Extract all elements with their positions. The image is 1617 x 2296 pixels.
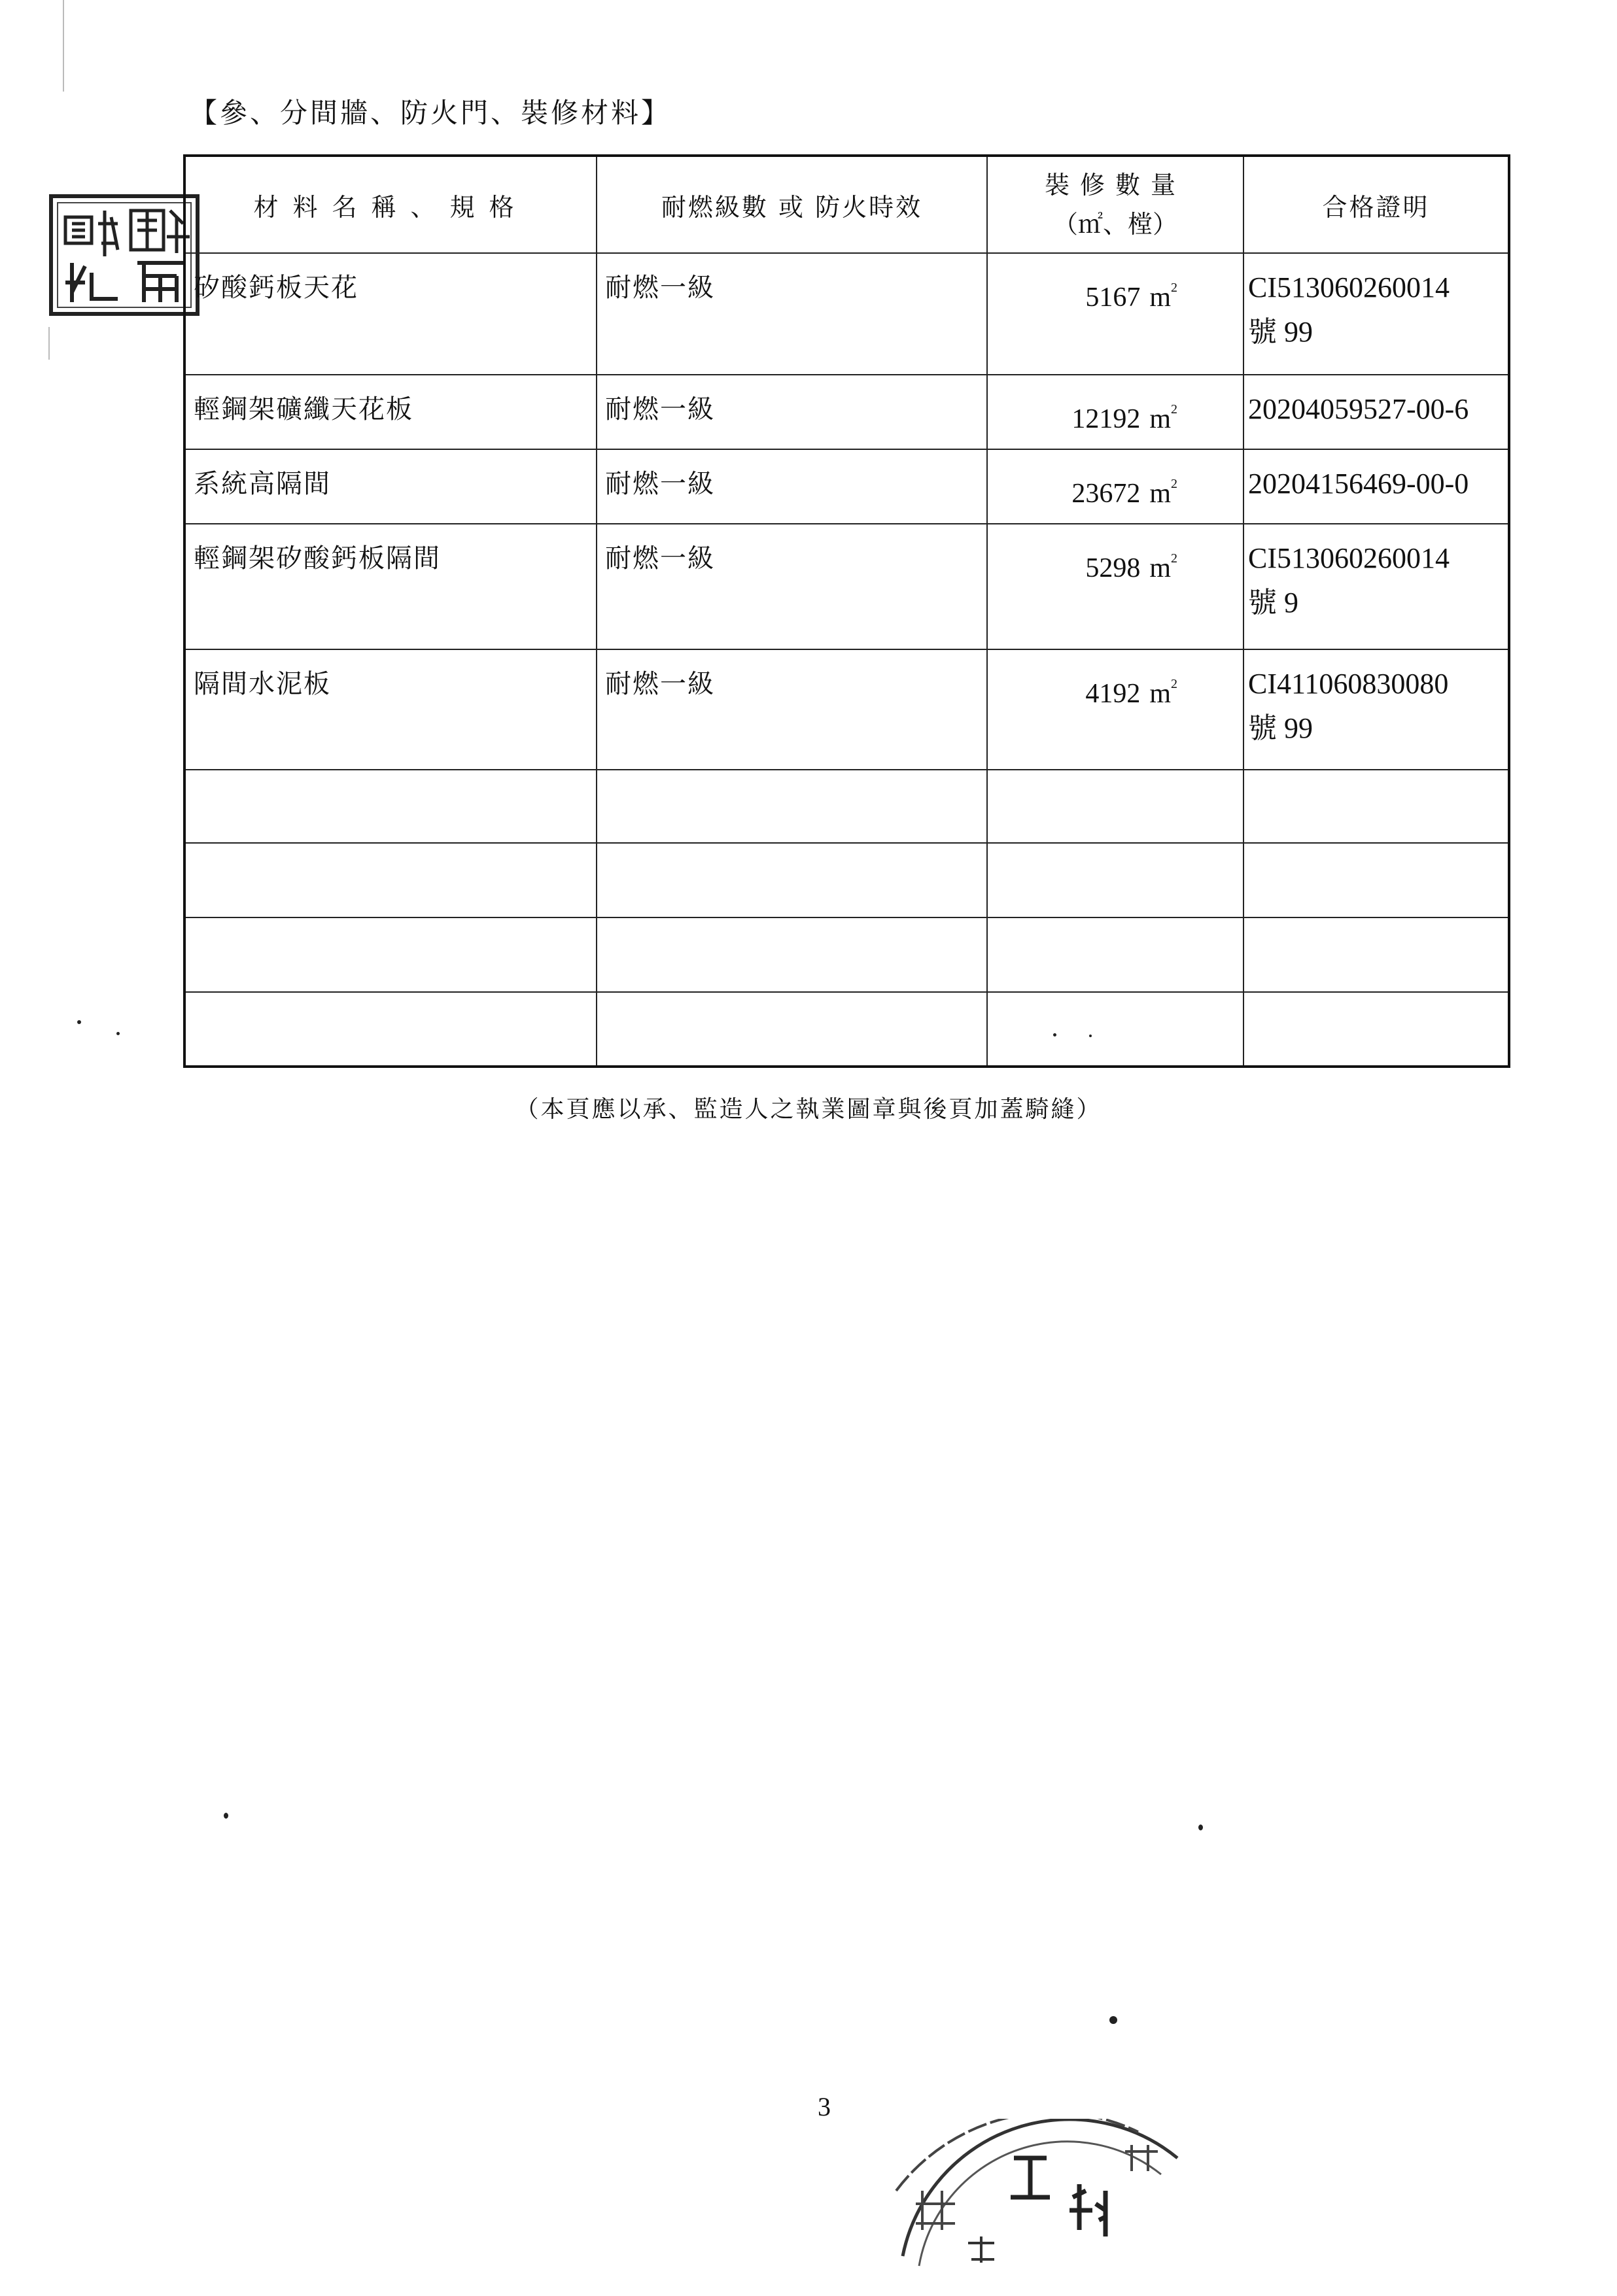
cell-material-name: 輕鋼架矽酸鈣板隔間 xyxy=(184,524,597,649)
scan-artifact-line xyxy=(48,327,50,360)
cell-quantity: 23672 $m^2$ xyxy=(987,449,1243,524)
table-row xyxy=(184,992,1509,1067)
cell-fire-rating: 耐燃一級 xyxy=(597,253,987,375)
cell-material-name xyxy=(184,992,597,1067)
table-row xyxy=(184,253,1509,375)
scan-speck xyxy=(116,1032,120,1035)
scan-speck xyxy=(1198,1825,1203,1830)
table-row xyxy=(184,770,1509,843)
scan-artifact-line xyxy=(63,0,64,92)
scan-speck xyxy=(1109,2016,1117,2024)
table-row xyxy=(184,524,1509,649)
cell-fire-rating xyxy=(597,843,987,917)
scan-speck xyxy=(77,1020,81,1024)
materials-table xyxy=(183,154,1510,1068)
cell-certificate xyxy=(1243,770,1509,843)
header-quantity: 裝修數量 （㎡、樘） xyxy=(987,156,1243,253)
cell-certificate: CI411060830080 號 99 xyxy=(1243,649,1509,770)
table-row xyxy=(184,449,1509,524)
cell-certificate: 20204059527-00-6 xyxy=(1243,375,1509,449)
scan-speck xyxy=(1089,1035,1092,1037)
cell-material-name: 隔間水泥板 xyxy=(184,649,597,770)
cell-fire-rating: 耐燃一級 xyxy=(597,649,987,770)
cell-fire-rating: 耐燃一級 xyxy=(597,524,987,649)
cell-fire-rating: 耐燃一級 xyxy=(597,375,987,449)
cell-material-name: 矽酸鈣板天花 xyxy=(184,253,597,375)
cell-certificate xyxy=(1243,843,1509,917)
cell-material-name: 輕鋼架礦纖天花板 xyxy=(184,375,597,449)
header-certificate: 合格證明 xyxy=(1243,156,1509,253)
cell-fire-rating: 耐燃一級 xyxy=(597,449,987,524)
cell-quantity xyxy=(987,770,1243,843)
cell-quantity xyxy=(987,917,1243,992)
scan-speck xyxy=(1053,1033,1056,1037)
section-title: 【參、分間牆、防火門、裝修材料】 xyxy=(190,97,672,129)
cell-fire-rating xyxy=(597,770,987,843)
seal-stamp-left xyxy=(46,191,203,322)
cell-material-name xyxy=(184,843,597,917)
cell-material-name: 系統高隔間 xyxy=(184,449,597,524)
cell-quantity: 12192 $m^2$ xyxy=(987,375,1243,449)
cell-quantity: 5298 $m^2$ xyxy=(987,524,1243,649)
scan-speck xyxy=(224,1813,228,1819)
table-row xyxy=(184,649,1509,770)
table-row xyxy=(184,375,1509,449)
cell-quantity xyxy=(987,843,1243,917)
cell-fire-rating xyxy=(597,992,987,1067)
footer-note: （本頁應以承、監造人之執業圖章與後頁加蓋騎縫） xyxy=(515,1096,1102,1123)
cell-certificate: 20204156469-00-0 xyxy=(1243,449,1509,524)
cell-material-name xyxy=(184,770,597,843)
cell-quantity: 5167 $m^2$ xyxy=(987,253,1243,375)
table-row xyxy=(184,917,1509,992)
cell-fire-rating xyxy=(597,917,987,992)
cell-certificate xyxy=(1243,992,1509,1067)
cell-certificate xyxy=(1243,917,1509,992)
cell-quantity: 4192 $m^2$ xyxy=(987,649,1243,770)
cell-quantity xyxy=(987,992,1243,1067)
page-number: 3 xyxy=(818,2092,831,2121)
header-material-name: 材料名稱、規格 xyxy=(184,156,597,253)
cell-certificate: CI513060260014 號 9 xyxy=(1243,524,1509,649)
table-header-row xyxy=(184,156,1509,253)
cell-material-name xyxy=(184,917,597,992)
table-row xyxy=(184,843,1509,917)
cell-certificate: CI513060260014 號 99 xyxy=(1243,253,1509,375)
header-fire-rating: 耐燃級數 或 防火時效 xyxy=(597,156,987,253)
seal-stamp-bottom xyxy=(890,2119,1191,2293)
